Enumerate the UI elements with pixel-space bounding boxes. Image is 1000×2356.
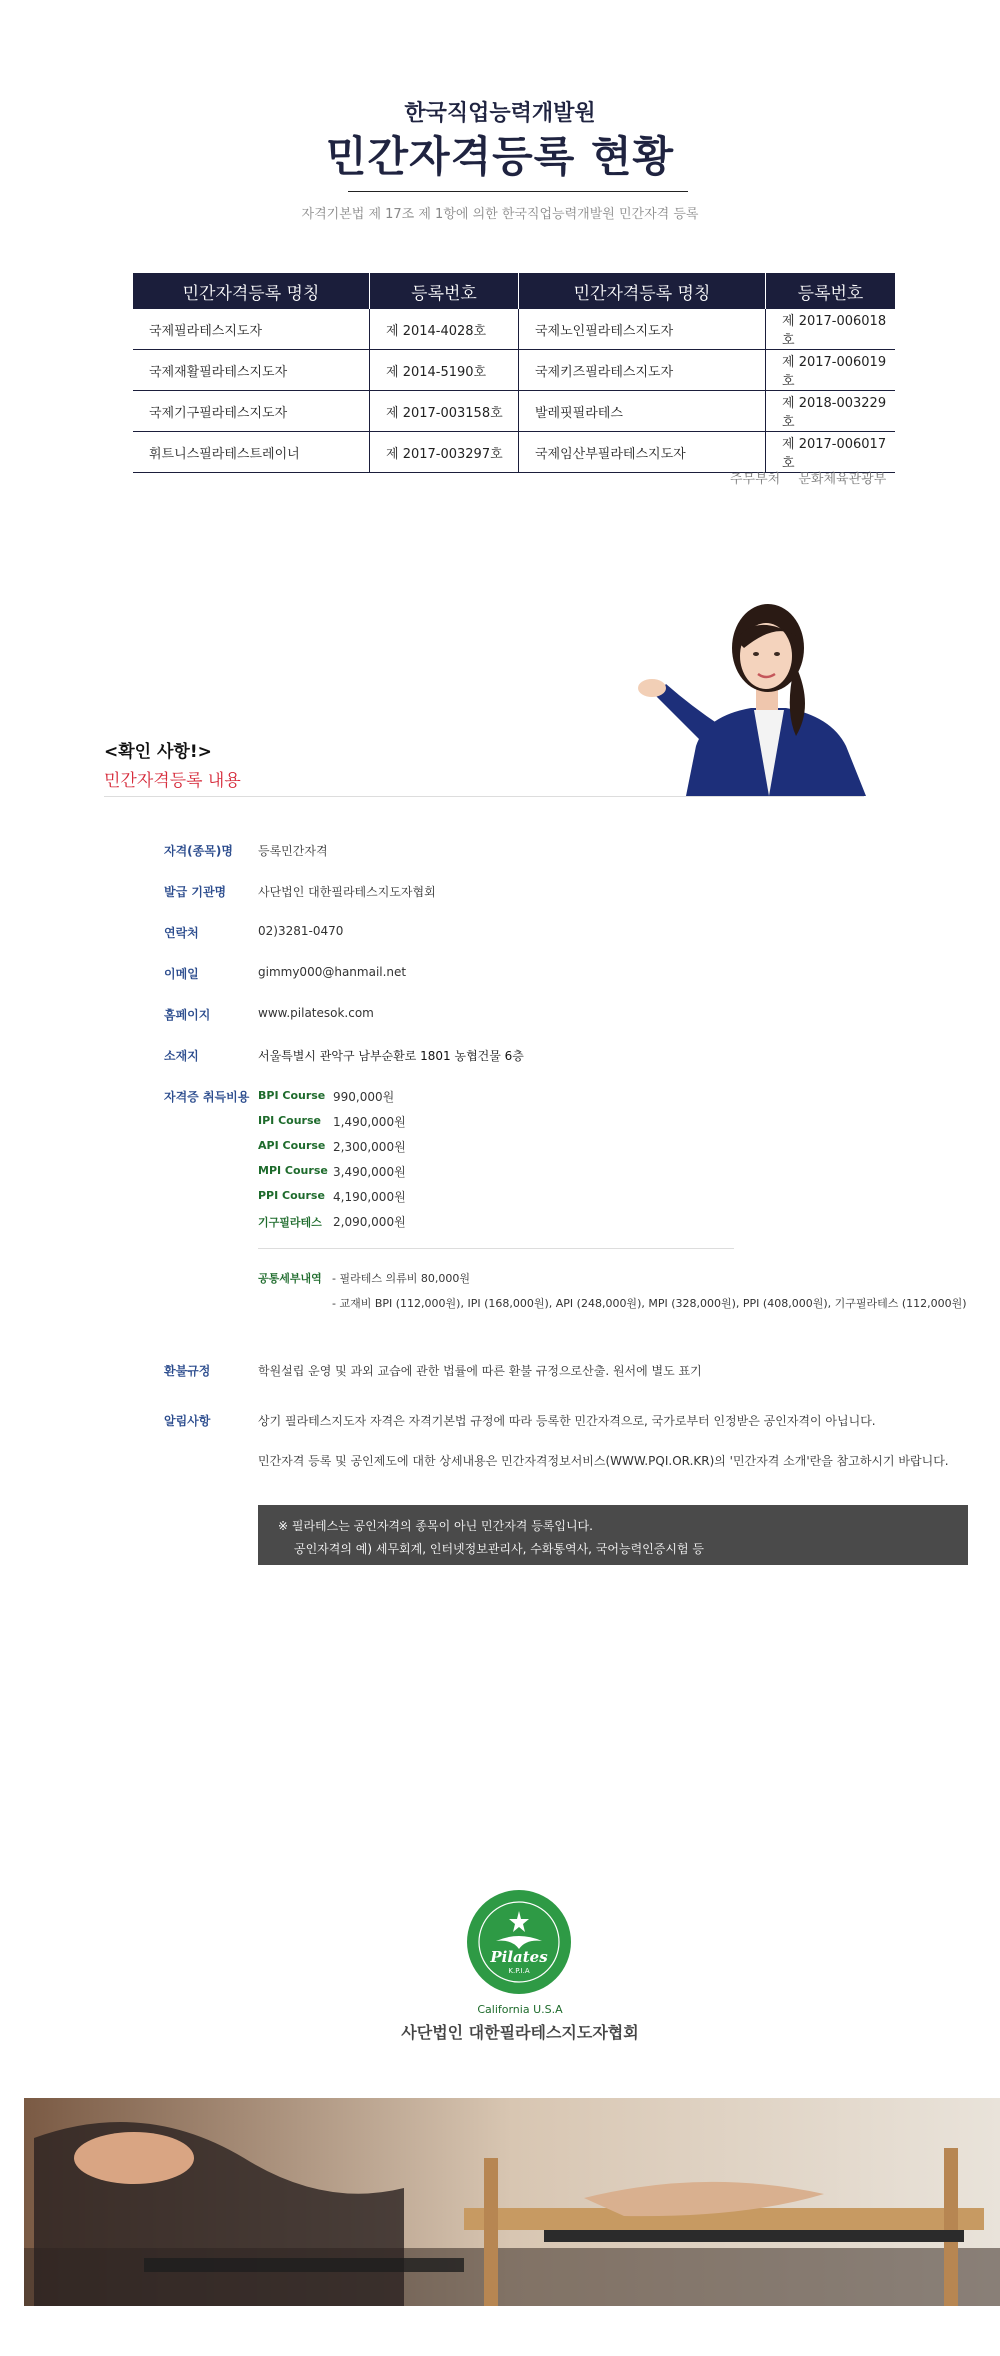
email-label: 이메일: [164, 967, 199, 981]
notice-box-line: ※ 필라테스는 공인자격의 종목이 아닌 민간자격 등록입니다.: [278, 1519, 593, 1533]
address-label: 소재지: [164, 1049, 199, 1063]
confirm-subheading: 민간자격등록 내용: [104, 771, 241, 791]
course-price: 2,090,000원: [333, 1215, 406, 1229]
table-cell: 제 2017-006018호: [766, 309, 896, 350]
course-price: 4,190,000원: [333, 1190, 406, 1204]
qual-type-value: 등록민간자격: [258, 844, 328, 858]
table-header-cell: 등록번호: [766, 273, 896, 309]
kpia-logo: [466, 1889, 572, 1995]
logo-org-name: 사단법인 대한필라테스지도자협회: [401, 2023, 639, 2042]
confirm-heading: <확인 사항!>: [104, 742, 212, 762]
ministry-info: [730, 468, 886, 487]
page-title: 민간자격등록 현황: [325, 132, 675, 181]
table-cell: 제 2018-003229호: [766, 391, 896, 432]
qual-type-label: 자격(종목)명: [164, 844, 233, 858]
course-name: API Course: [258, 1139, 326, 1152]
table-cell: 제 2014-4028호: [370, 309, 519, 350]
logo-badge-text: Pilates: [490, 1948, 548, 1966]
table-cell: 국제기구필라테스지도자: [133, 391, 370, 432]
pilates-studio-photo: [24, 2098, 1000, 2306]
course-price: 2,300,000원: [333, 1140, 406, 1154]
table-header-cell: 민간자격등록 명칭: [133, 273, 370, 309]
notice-label: 알림사항: [164, 1414, 211, 1428]
presenter-illustration: [636, 596, 876, 796]
common-detail-item: - 교재비 BPI (112,000원), IPI (168,000원), API (248,000원), MPI (328,000원), PPI (408,000원), 기구필라테스 (112,000원): [332, 1297, 967, 1310]
table-cell: 국제재활필라테스지도자: [133, 350, 370, 391]
notice-line: 상기 필라테스지도자 자격은 자격기본법 규정에 따라 등록한 민간자격으로, 국가로부터 인정받은 공인자격이 아닙니다.: [258, 1414, 876, 1428]
fee-label: 자격증 취득비용: [164, 1090, 250, 1104]
address-value: 서울특별시 관악구 남부순환로 1801 농협건물 6층: [258, 1049, 524, 1063]
course-price: 990,000원: [333, 1090, 395, 1104]
course-name: IPI Course: [258, 1114, 321, 1127]
course-price: 1,490,000원: [333, 1115, 406, 1129]
table-cell: 휘트니스필라테스트레이너: [133, 432, 370, 473]
logo-badge-sub: K.P.I.A: [508, 1967, 530, 1975]
title-divider: [348, 191, 688, 192]
table-row: [133, 309, 895, 350]
ministry-name: 문화체육관광부: [798, 472, 887, 487]
contact-label: 연락처: [164, 926, 199, 940]
course-name: PPI Course: [258, 1189, 325, 1202]
issuer-value: 사단법인 대한필라테스지도자협회: [258, 885, 436, 899]
section-divider: [104, 796, 864, 797]
contact-value: 02)3281-0470: [258, 924, 344, 938]
table-cell: 국제필라테스지도자: [133, 309, 370, 350]
table-cell: 국제키즈필라테스지도자: [519, 350, 766, 391]
table-cell: 제 2017-006017호: [766, 432, 896, 473]
ministry-label: 주무부처: [730, 472, 781, 487]
table-cell: 국제임산부필라테스지도자: [519, 432, 766, 473]
course-name: MPI Course: [258, 1164, 328, 1177]
page-subtitle: 자격기본법 제 17조 제 1항에 의한 한국직업능력개발원 민간자격 등록: [301, 207, 699, 222]
notice-line: 민간자격 등록 및 공인제도에 대한 상세내용은 민간자격정보서비스(WWW.PQI.OR.KR)의 '민간자격 소개'란을 참고하시기 바랍니다.: [258, 1454, 949, 1468]
logo-caption: California U.S.A: [477, 2003, 563, 2016]
table-cell: 제 2017-003158호: [370, 391, 519, 432]
course-name: 기구필라테스: [258, 1216, 322, 1229]
homepage-label: 홈페이지: [164, 1008, 211, 1022]
refund-label: 환불규정: [164, 1364, 211, 1378]
table-cell: 제 2017-006019호: [766, 350, 896, 391]
common-detail-item: - 필라테스 의류비 80,000원: [332, 1272, 470, 1285]
homepage-link[interactable]: www.pilatesok.com: [258, 1006, 374, 1020]
fee-divider: [258, 1248, 734, 1249]
email-value[interactable]: gimmy000@hanmail.net: [258, 965, 407, 979]
table-header-row: [133, 273, 895, 309]
table-cell: 국제노인필라테스지도자: [519, 309, 766, 350]
registration-table: [133, 273, 895, 473]
org-title: 한국직업능력개발원: [404, 101, 596, 126]
course-name: BPI Course: [258, 1089, 326, 1102]
notice-box-line: 공인자격의 예) 세무회계, 인터넷정보관리사, 수화통역사, 국어능력인증시험 등: [294, 1542, 704, 1556]
table-header-cell: 민간자격등록 명칭: [519, 273, 766, 309]
table-row: [133, 432, 895, 473]
common-details-label: 공통세부내역: [258, 1272, 322, 1285]
table-cell: 제 2017-003297호: [370, 432, 519, 473]
issuer-label: 발급 기관명: [164, 885, 227, 899]
table-cell: 제 2014-5190호: [370, 350, 519, 391]
table-row: [133, 391, 895, 432]
refund-value: 학원설립 운영 및 과외 교습에 관한 법률에 따른 환불 규정으로산출. 원서에 별도 표기: [258, 1364, 702, 1378]
course-price: 3,490,000원: [333, 1165, 406, 1179]
table-row: [133, 350, 895, 391]
table-header-cell: 등록번호: [370, 273, 519, 309]
table-cell: 발레핏필라테스: [519, 391, 766, 432]
notice-box: [258, 1505, 968, 1565]
